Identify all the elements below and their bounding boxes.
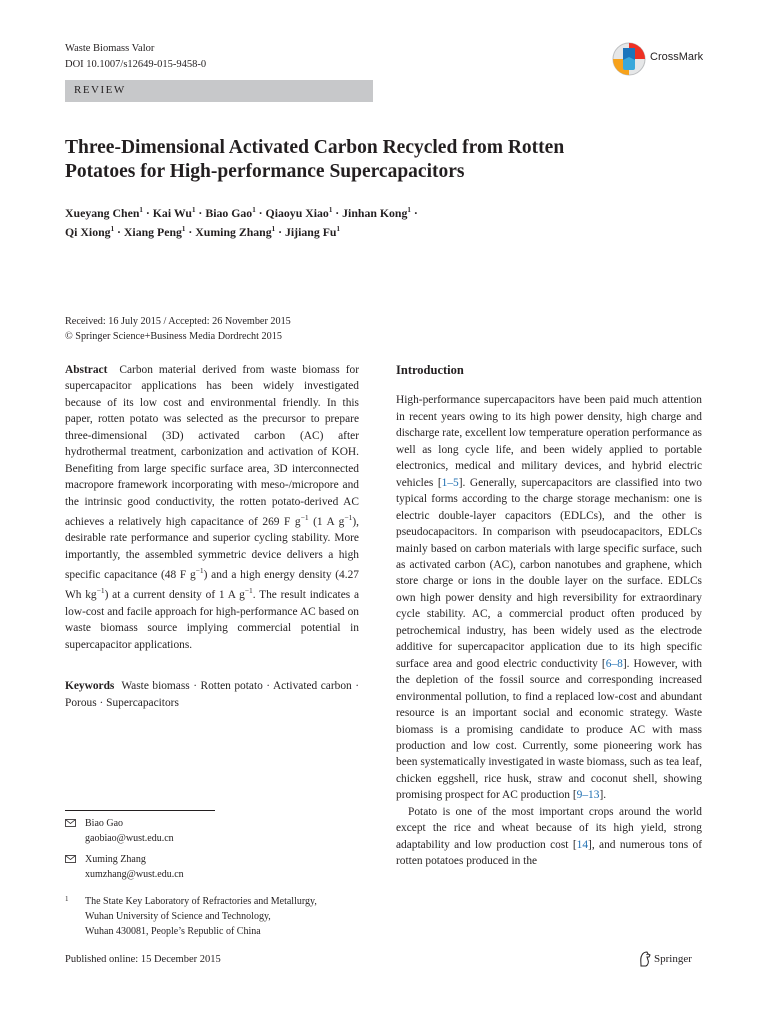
author-name[interactable]: Xiang Peng [123, 225, 182, 239]
introduction-heading: Introduction [396, 363, 464, 377]
section-label: REVIEW [74, 84, 126, 96]
introduction-paragraph: Potato is one of the most important crops around the world except the rice and wheat because of its high yield, strong adaptability and low production cost [14], and numerous tons of rotten potatoes produced in the [396, 805, 702, 868]
journal-name: Waste Biomass Valor [65, 43, 155, 54]
affiliation-mark: 1 [328, 206, 333, 215]
affiliation-mark: 1 [336, 225, 340, 234]
correspondence-block [65, 816, 365, 945]
correspondence-name: Xuming Zhang [85, 854, 146, 865]
keywords [65, 678, 359, 711]
affiliation-line: Wuhan 430081, People’s Republic of China [85, 926, 261, 937]
received-info [65, 314, 395, 344]
abstract-column [65, 362, 359, 711]
citation-link[interactable]: 6–8 [605, 657, 623, 670]
title-line-2: Potatoes for High-performance Supercapacitors [65, 161, 465, 182]
crossmark-icon [612, 40, 646, 78]
author-name[interactable]: Qi Xiong [65, 225, 111, 239]
affiliation-line: Wuhan University of Science and Technology, [85, 911, 271, 922]
received-dates: Received: 16 July 2015 / Accepted: 26 November 2015 [65, 316, 291, 327]
affiliation-mark: 1 [110, 225, 115, 234]
affiliation-line: The State Key Laboratory of Refractories and Metallurgy, [85, 896, 317, 907]
author-name[interactable]: Xueyang Chen [65, 206, 140, 220]
introduction-paragraph: High-performance supercapacitors have been paid much attention in recent years owing to its high power density, high charge and discharge rate, excellent low temperature operation performance as well as long cycle life, and been widely applied to portable electronics, medical and military devices, and hybrid electric vehicles [1–5]. Generally, supercapacitors are classified into two typical forms according to the charge storage mechanism: one is electric double-layer capacitors (EDLCs), and the other is pseudocapacitors. In comparison with pseudocapacitors, EDLCs mainly based on carbon materials with large specific surface, such as activated carbon (AC), carbon nanotubes and graphene, which store charge or ions in the double layer on the surface. EDLCs own high power density and high reversibility for extraordinary cycle stability. AC, a commercial product often produced by petrochemical industry, has been widely used as the electrode additive for supercapacitor application due to its high specific surface area and good electric conductivity [6–8]. However, with the depletion of the fossil source and corresponding increased environmental pollution, to find a replaced low-cost and abundant resource is an important social and economic strategy. Waste biomass is a promising candidate to produce AC with mass production and low cost. Currently, some pioneering work has been systematically investigated in waste biomass, such as tea leaf, chicken eggshell, rice husk, straw and coconut shell, showing promising prospect for AC production [9–13]. [396, 394, 702, 802]
copyright: © Springer Science+Business Media Dordrecht 2015 [65, 331, 282, 342]
author-line-1: Xueyang Chen$^1$ · Kai $Wu^1$ · Biao Gao$^1$ · Qiaoyu Xiao$^1$ · Jinhan Kong$^1$ · [65, 206, 418, 220]
crossmark-label: CrossMark [650, 51, 704, 63]
envelope-icon [65, 855, 76, 863]
published-date: Published online: 15 December 2015 [65, 954, 221, 965]
author-name[interactable]: Qiaoyu Xiao [265, 206, 329, 220]
author-line-2: Qi Xiong$^1$ · Xiang Peng$^1$ · Xuming Zhang$^1$ · Jijiang Fu$^1$ [65, 225, 340, 239]
affiliation-mark: 1 [407, 206, 411, 215]
author-name[interactable]: Jinhan Kong [342, 206, 408, 220]
correspondence-email[interactable]: xumzhang@wust.edu.cn [85, 869, 184, 880]
author-list [65, 204, 625, 242]
springer-horse-icon [638, 951, 652, 967]
doi[interactable]: DOI 10.1007/s12649-015-9458-0 [65, 59, 207, 70]
affiliation-mark: 1 [252, 206, 256, 215]
author-name[interactable]: Jijiang Fu [285, 225, 337, 239]
keywords-label: Keywords [65, 680, 115, 693]
correspondence-item [65, 852, 365, 882]
author-name[interactable]: Biao Gao [205, 206, 253, 220]
abstract: Abstract Carbon material derived from waste biomass for supercapacitor applications has been widely investigated because of its low cost and environmental friendly. In this paper, rotten potato was selected as the precursor to prepare three-dimensional (3D) activated carbon (AC) after hydrothermal treatment, carbonization and activation of KOH. Benefiting from large specific surface area, 3D interconnected macropore framework incorporating with meso-/micropore and the intrinsic good conductivity, the rotten potato-derived AC achieves a relatively high capacitance of 269 F $g^{-1}$ (1 A $g^{-1}$), desirable rate performance and superior cycling stability. More importantly, the assembled symmetric device delivers a high specific capacitance (48 F $g^{-1}$) and a high energy density (4.27 Wh $kg^{-1}$) at a current density of 1 A $g^{-1}$. The result indicates a low-cost and facile approach for high-performance AC based on waste biomass source implying commercial potential in supercapacitor applications. [65, 364, 359, 651]
affiliation-mark: 1 [139, 206, 143, 215]
correspondence-email[interactable]: gaobiao@wust.edu.cn [85, 833, 174, 844]
paper-title [65, 136, 665, 184]
affiliation-number: 1 [65, 895, 69, 903]
section-bar [65, 80, 373, 102]
affiliation-mark: 1 [191, 206, 196, 215]
introduction-column [396, 362, 702, 870]
crossmark-badge[interactable] [612, 40, 707, 78]
affiliation-mark: 1 [181, 225, 186, 234]
affiliation-mark: 1 [271, 225, 276, 234]
title-line-1: Three-Dimensional Activated Carbon Recycled from Rotten [65, 137, 565, 158]
citation-link[interactable]: 14 [576, 838, 589, 851]
author-name[interactable]: Xuming Zhang [195, 225, 272, 239]
citation-link[interactable]: 1–5 [441, 476, 459, 489]
keywords-text: Waste biomass · Rotten potato · Activated carbon · Porous · Supercapacitors [65, 680, 359, 709]
abstract-label: Abstract [65, 364, 108, 376]
envelope-icon [65, 819, 76, 827]
affiliation [65, 894, 365, 939]
citation-link[interactable]: 9–13 [576, 789, 600, 802]
journal-header [65, 41, 206, 73]
correspondence-name: Biao Gao [85, 818, 124, 829]
correspondence-item [65, 816, 365, 846]
footnote-rule [65, 810, 215, 811]
author-name[interactable]: Kai Wu [152, 206, 192, 220]
publisher-logo [638, 951, 692, 967]
publisher-name: Springer [654, 953, 692, 965]
